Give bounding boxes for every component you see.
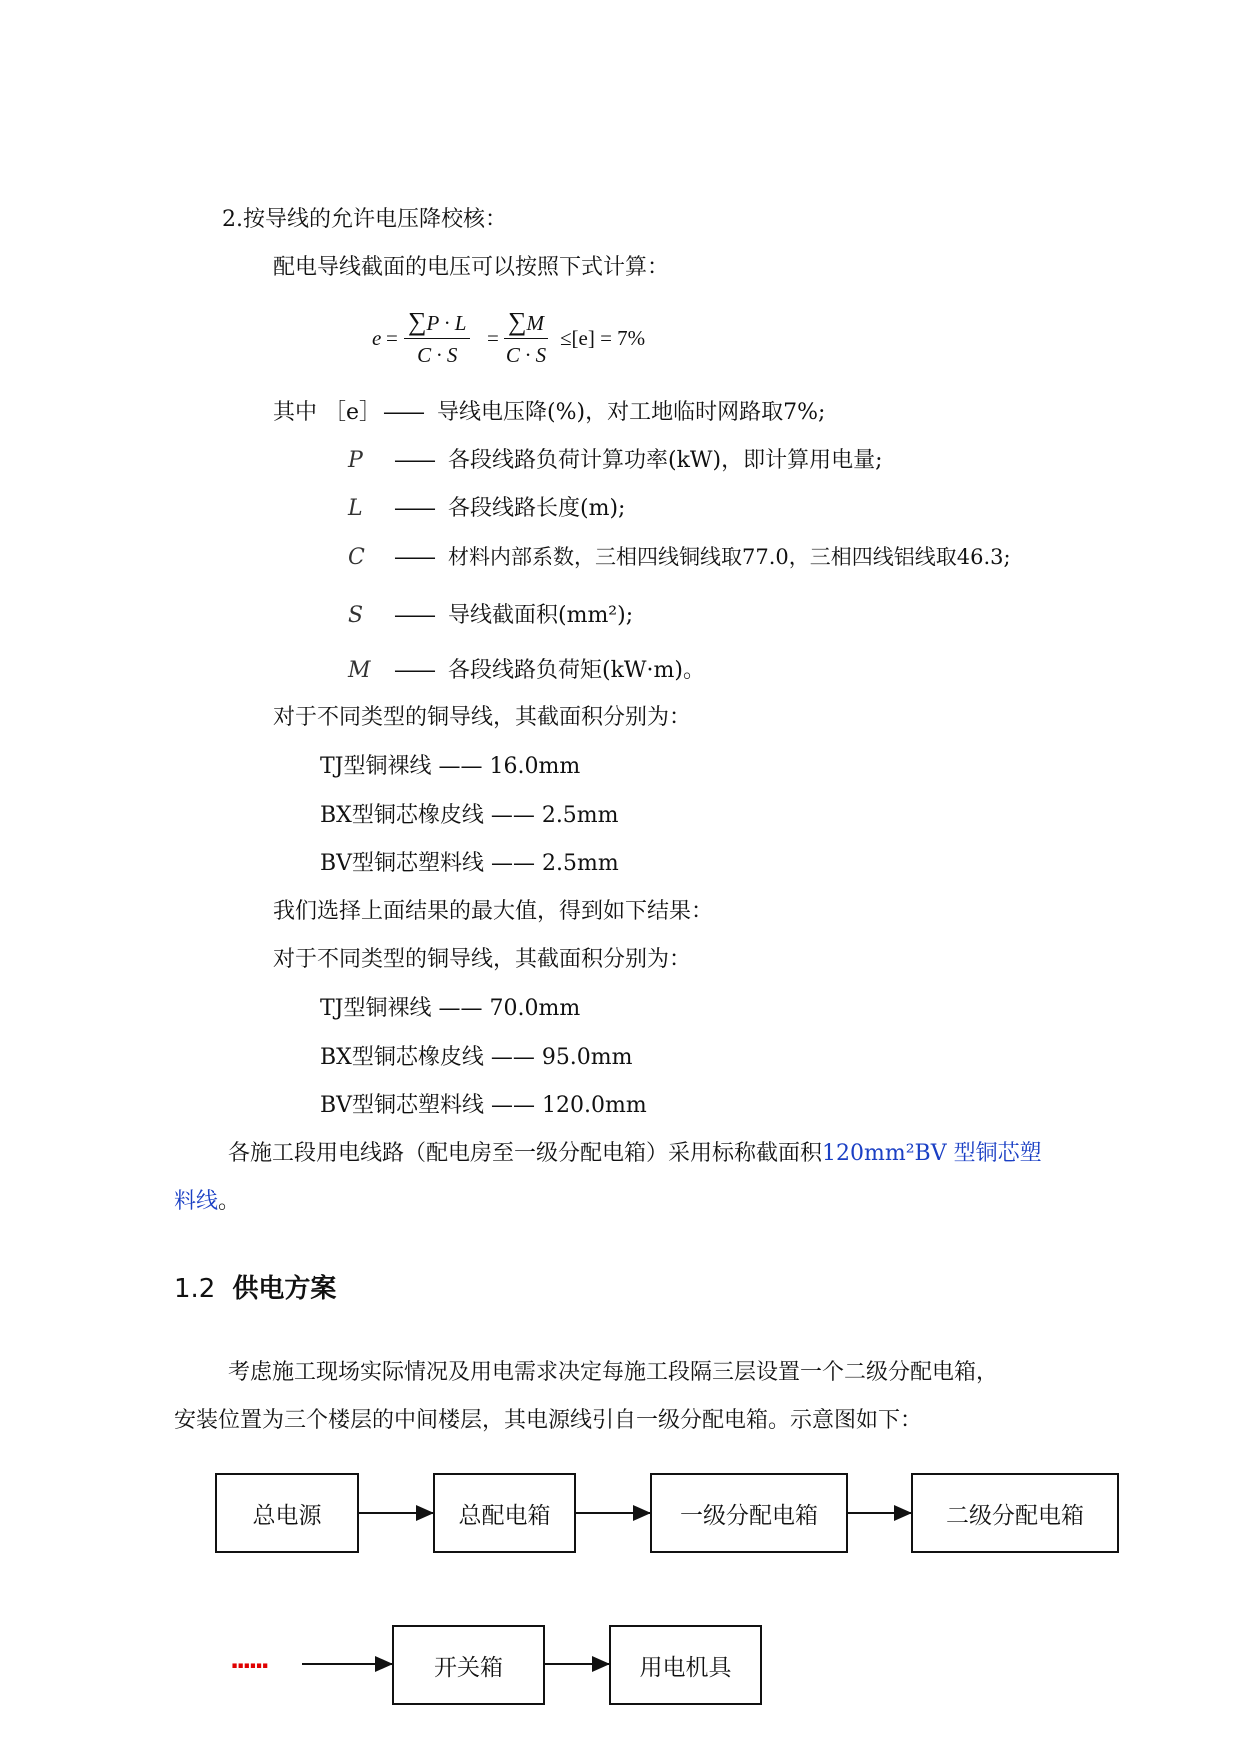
formula-eq-2: = [487, 326, 499, 350]
result-2-bx: BX型铜芯橡皮线 —— 95.0mm [320, 1045, 633, 1070]
definition-dash: —— [394, 448, 434, 473]
definition-dash: —— [394, 496, 434, 521]
formula-eq-1: = [386, 326, 398, 350]
result-intro-2: 对于不同类型的铜导线，其截面积分别为： [273, 947, 692, 972]
formula-num-1: P · L [426, 311, 467, 335]
definition-dash: —— [394, 545, 434, 570]
result-intro-1: 对于不同类型的铜导线，其截面积分别为： [273, 705, 692, 730]
result-1-tj: TJ型铜裸线 —— 16.0mm [320, 754, 581, 779]
result-1-bv: BV型铜芯塑料线 —— 2.5mm [320, 851, 619, 876]
definition-var: P [348, 448, 363, 473]
box-switch-box: 开关箱 [392, 1625, 545, 1705]
definition-var: 其中 ［e］ [273, 400, 382, 425]
definition-var: M [348, 658, 371, 683]
definition-dash: —— [383, 400, 423, 425]
box-main-distribution: 总配电箱 [433, 1473, 576, 1553]
conclusion-highlight-1: 120mm²BV 型铜芯塑 [822, 1141, 1042, 1166]
formula-den-2: C · S [505, 343, 547, 367]
definition-text: 导线电压降(%)，对工地临时网路取7%; [437, 400, 826, 425]
sum-symbol-1: ∑ [408, 307, 427, 336]
definition-text: 导线截面积(mm²); [448, 603, 634, 628]
section-2-title: 2.按导线的允许电压降校核： [222, 207, 507, 232]
definition-text: 各段线路负荷计算功率(kW)，即计算用电量; [448, 448, 883, 473]
formula-lhs: e [372, 326, 382, 350]
conclusion-prefix: 各施工段用电线路（配电房至一级分配电箱）采用标称截面积 [228, 1141, 823, 1166]
box-secondary-distribution: 二级分配电箱 [911, 1473, 1119, 1553]
formula-num-2: M [526, 311, 545, 335]
section-title: 供电方案 [232, 1274, 337, 1304]
definition-var: L [348, 496, 363, 521]
formula-rhs: ≤[e] = 7% [560, 326, 646, 350]
continuation-dots: ······ [230, 1652, 267, 1680]
paragraph-line-2: 安装位置为三个楼层的中间楼层，其电源线引自一级分配电箱。示意图如下： [174, 1408, 923, 1433]
definition-var: C [348, 545, 365, 570]
definition-dash: —— [394, 658, 434, 683]
conclusion-suffix: 。 [218, 1189, 241, 1214]
formula-den-1: C · S [417, 343, 458, 367]
conclusion-highlight-2: 料线 [174, 1189, 219, 1214]
result-1-bx: BX型铜芯橡皮线 —— 2.5mm [320, 803, 619, 828]
definition-text: 各段线路长度(m); [448, 496, 626, 521]
formula-intro: 配电导线截面的电压可以按照下式计算： [273, 255, 670, 280]
definition-dash: —— [394, 603, 434, 628]
box-main-power: 总电源 [215, 1473, 359, 1553]
result-2-bv: BV型铜芯塑料线 —— 120.0mm [320, 1093, 647, 1118]
section-number: 1.2 [174, 1274, 216, 1304]
result-2-tj: TJ型铜裸线 —— 70.0mm [320, 996, 581, 1021]
paragraph-line-1: 考虑施工现场实际情况及用电需求决定每施工段隔三层设置一个二级分配电箱， [228, 1360, 999, 1385]
select-text: 我们选择上面结果的最大值，得到如下结果： [273, 899, 714, 924]
box-electrical-equipment: 用电机具 [609, 1625, 762, 1705]
box-primary-distribution: 一级分配电箱 [650, 1473, 848, 1553]
definition-var: S [348, 603, 364, 628]
definition-text: 各段线路负荷矩(kW·m)。 [448, 658, 705, 683]
sum-symbol-2: ∑ [508, 307, 527, 336]
definition-text: 材料内部系数，三相四线铜线取77.0，三相四线铝线取46.3; [448, 545, 1011, 569]
